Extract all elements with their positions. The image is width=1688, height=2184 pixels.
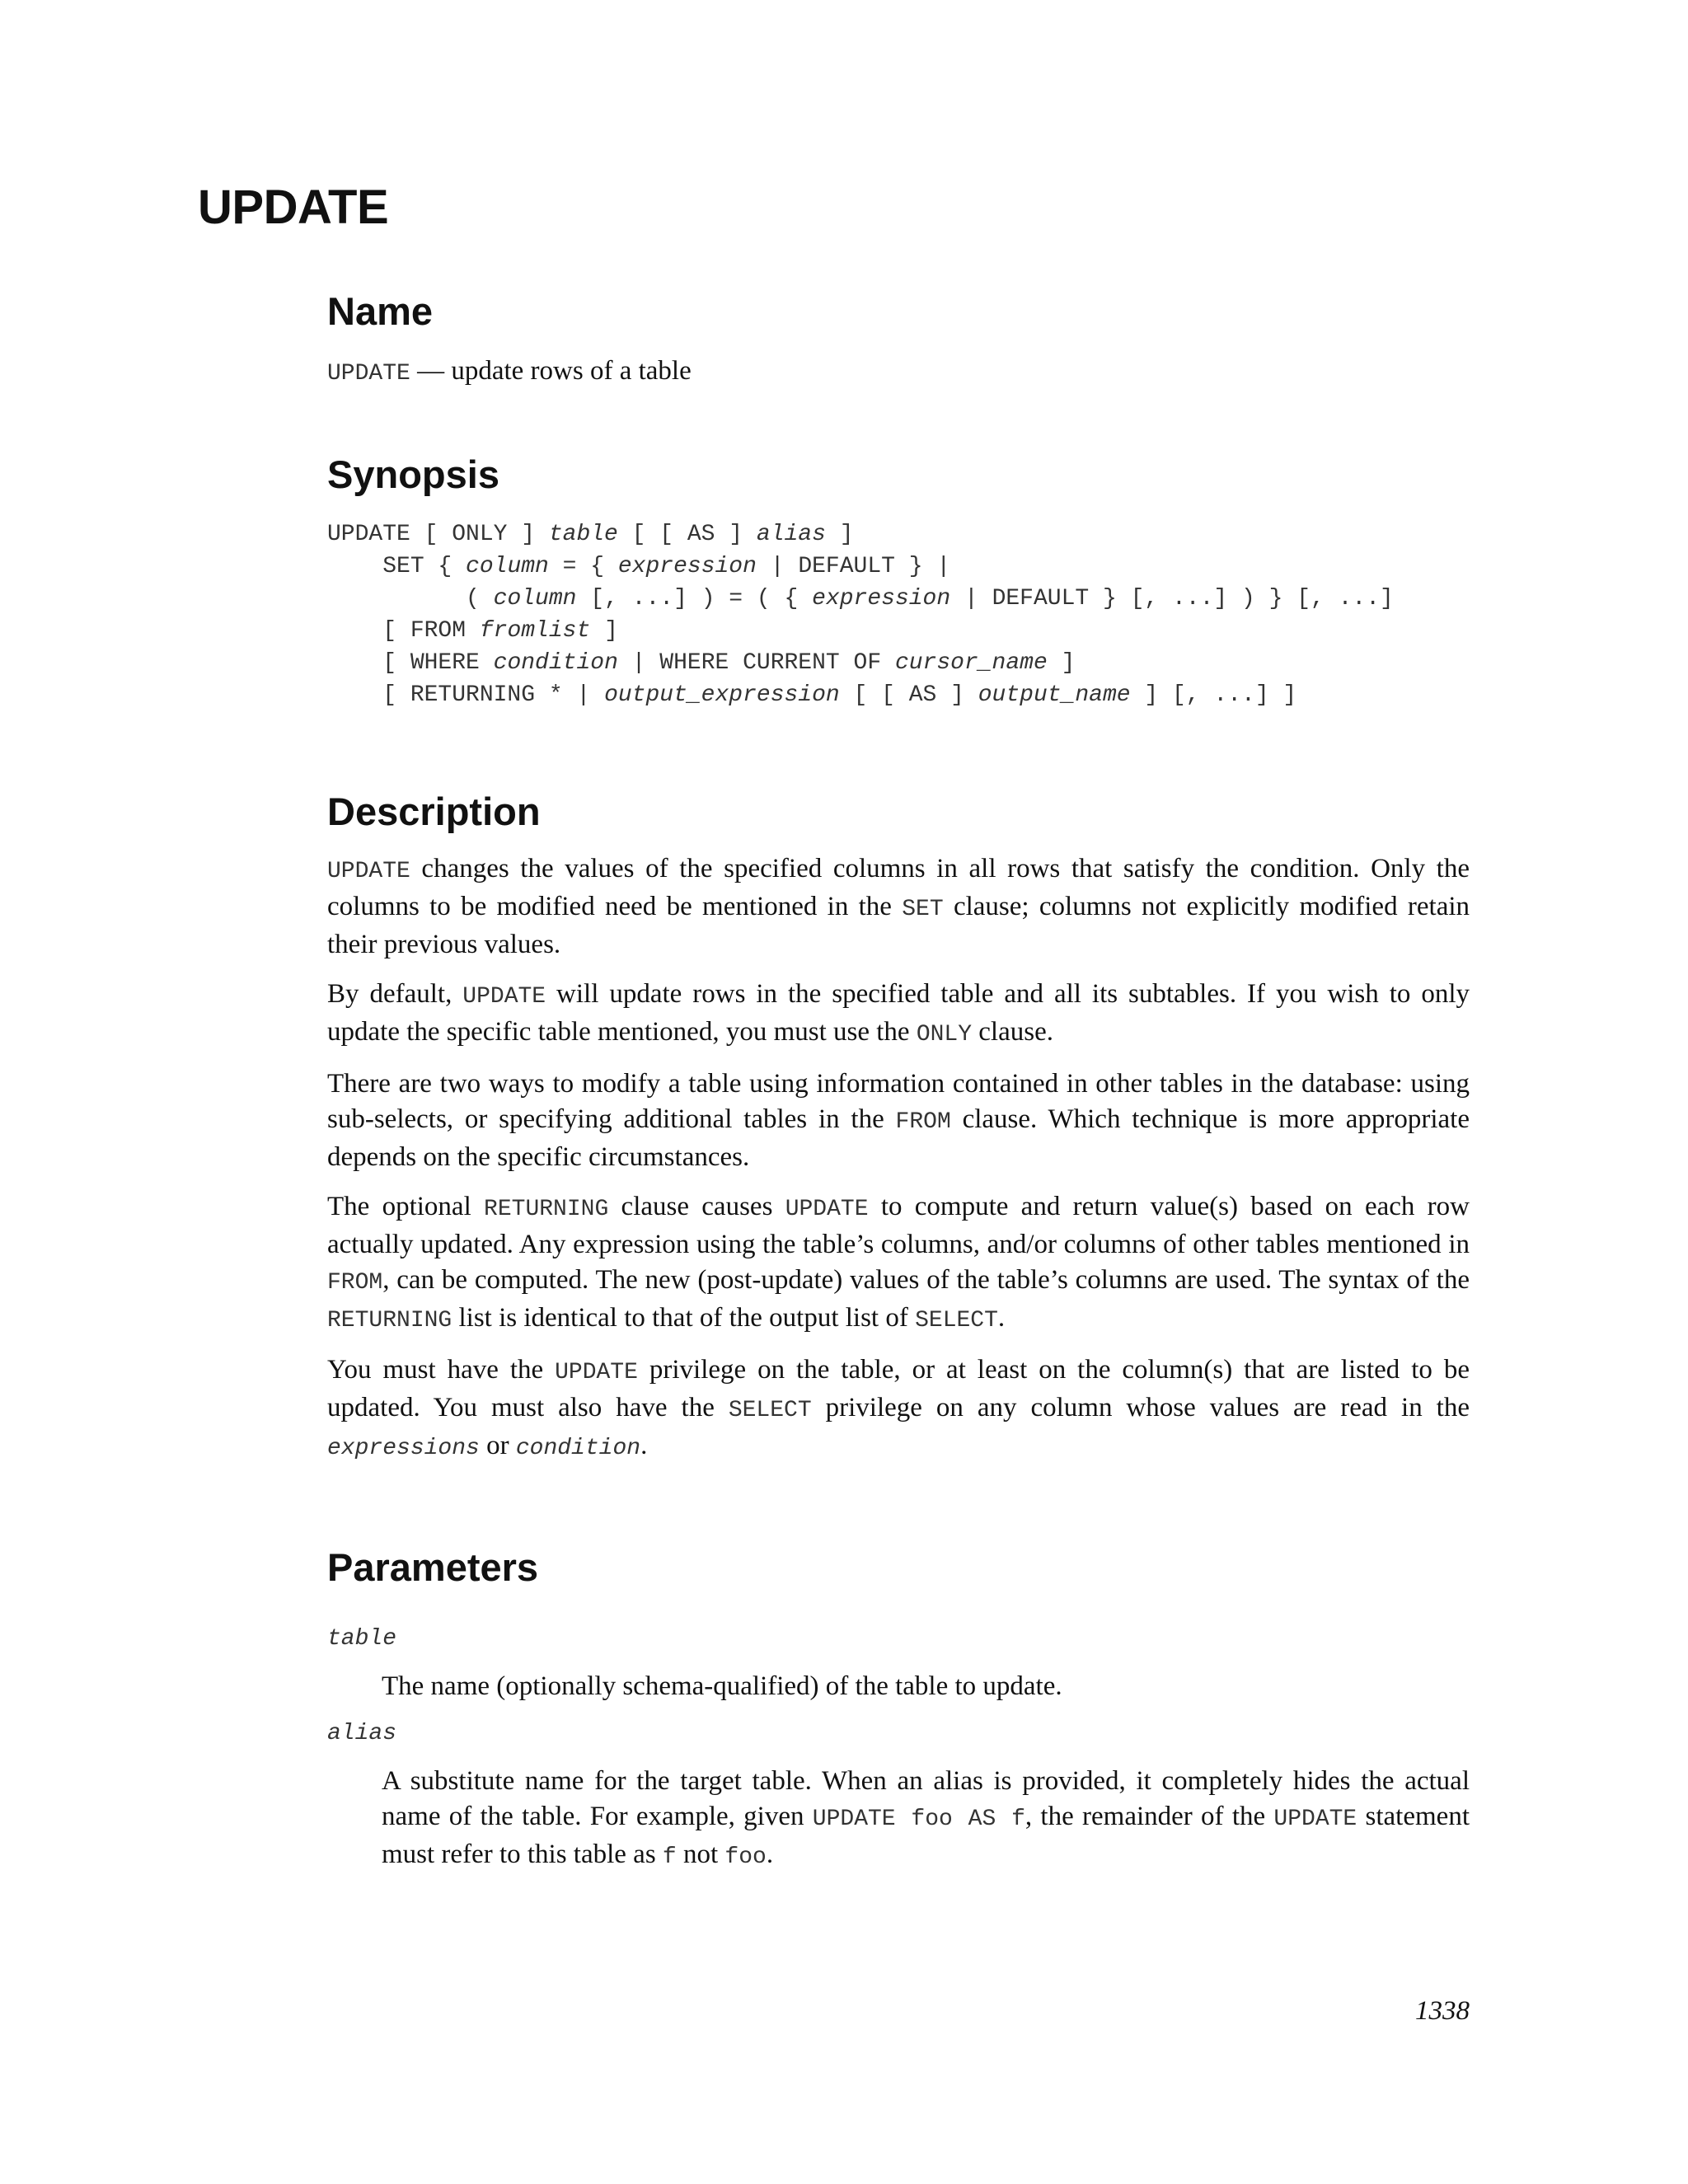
synopsis-line (327, 615, 1470, 647)
name-line (327, 353, 1470, 392)
text-run: The name (optionally schema-qualified) of the table to update. (382, 1671, 1062, 1701)
text-run: . (766, 1839, 774, 1869)
synopsis-line (327, 679, 1470, 711)
command-summary: update rows of a table (451, 356, 692, 387)
text-run: clause. Which technique is more appropriate depends on the specific circumstances. (327, 1104, 1470, 1173)
text-run: or (479, 1431, 516, 1461)
text-run: privilege on the table, or at least on the column(s) that are listed to be updated. You must also have the (327, 1355, 1470, 1423)
inline-code: f (662, 1844, 677, 1870)
synopsis-placeholder: column (466, 553, 549, 579)
synopsis-keyword-text: | DEFAULT } | (756, 553, 951, 579)
synopsis-keyword-text: UPDATE [ ONLY ] (327, 521, 549, 547)
inline-code: foo (724, 1844, 767, 1870)
synopsis-placeholder: cursor_name (894, 649, 1048, 676)
content (327, 288, 1470, 1888)
description-paragraph (327, 851, 1470, 963)
page-title: UPDATE (198, 180, 389, 234)
text-run: statement must refer to this table as (382, 1801, 1470, 1869)
synopsis-keyword-text: ] (590, 617, 618, 644)
inline-code: FROM (895, 1109, 951, 1136)
text-run: A substitute name for the target table. When an alias is provided, it completely hides the actual name of the table. For example, given (382, 1765, 1470, 1831)
synopsis-placeholder: expression (617, 553, 757, 579)
parameter-term: table (327, 1625, 397, 1652)
inline-code: UPDATE (785, 1197, 869, 1223)
text-run: changes the values of the specified columns in all rows that satisfy the condition. Only the columns to be modified need be mentioned in the (327, 854, 1470, 922)
text-run: will update rows in the specified table and all its subtables. If you wish to only update the specific table mentioned, you must use the (327, 979, 1470, 1047)
text-run: . (997, 1303, 1006, 1333)
parameter-definition (382, 1669, 1470, 1704)
text-run: , the remainder of the (1025, 1801, 1274, 1831)
inline-code: UPDATE (327, 859, 410, 885)
description-paragraph (327, 1189, 1470, 1338)
synopsis-keyword-text: [ RETURNING * | (327, 682, 605, 708)
inline-code: SELECT (728, 1398, 812, 1424)
synopsis-keyword-text: SET { (327, 553, 467, 579)
synopsis-keyword-text: ( (327, 585, 494, 612)
text-run: privilege on any column whose values are read in the (811, 1393, 1470, 1423)
synopsis-keyword-text: | WHERE CURRENT OF (617, 649, 895, 676)
inline-code: UPDATE (555, 1360, 638, 1386)
name-heading: Name (327, 289, 434, 333)
text-run: . (640, 1431, 648, 1461)
text-run: clause causes (608, 1192, 785, 1222)
inline-code: RETURNING (484, 1197, 609, 1223)
description-body (327, 851, 1470, 1466)
inline-code: UPDATE (1273, 1806, 1357, 1832)
synopsis-section (327, 452, 1470, 710)
description-paragraph (327, 1352, 1470, 1466)
synopsis-placeholder: output_expression (604, 682, 840, 708)
inline-code: UPDATE (462, 984, 546, 1010)
synopsis-code-block (327, 518, 1470, 711)
inline-code: RETURNING (327, 1308, 452, 1334)
synopsis-placeholder: fromlist (479, 617, 591, 644)
synopsis-keyword-text: ] (825, 521, 854, 547)
synopsis-placeholder: alias (756, 521, 826, 547)
inline-placeholder: expressions (327, 1436, 480, 1462)
inline-placeholder: condition (515, 1436, 641, 1462)
description-paragraph (327, 1066, 1470, 1175)
text-run: list is identical to that of the output list of (452, 1303, 916, 1333)
synopsis-keyword-text: [ WHERE (327, 649, 494, 676)
synopsis-keyword-text: = { (548, 553, 618, 579)
text-run: , can be computed. The new (post-update) values of the table’s columns are used. The syntax of the (382, 1265, 1470, 1296)
text-run: By default, (327, 979, 463, 1010)
synopsis-line (327, 583, 1470, 615)
text-run: The optional (327, 1192, 485, 1222)
description-paragraph (327, 977, 1470, 1052)
synopsis-line (327, 647, 1470, 679)
parameters-section (327, 1544, 1470, 1874)
text-run: to compute and return value(s) based on each row actually updated. Any expression using the table’s columns, and/or columns of other tables mentioned in (327, 1192, 1470, 1260)
command-name: UPDATE (327, 361, 410, 387)
parameter-definition (382, 1764, 1470, 1875)
text-run: There are two ways to modify a table using information contained in other tables in the database: using sub-selects, or specifying additional tables in the (327, 1069, 1470, 1135)
synopsis-placeholder: expression (812, 585, 951, 612)
synopsis-keyword-text: [ [ AS ] (839, 682, 978, 708)
synopsis-keyword-text: | DEFAULT } [, ...] ) } [, ...] (950, 585, 1394, 612)
inline-code: ONLY (916, 1022, 973, 1048)
parameter-term: alias (327, 1720, 397, 1746)
inline-code: SET (902, 897, 944, 923)
synopsis-keyword-text: ] (1047, 649, 1076, 676)
text-run: not (676, 1839, 725, 1869)
inline-code: UPDATE foo AS f (812, 1806, 1025, 1832)
description-section (327, 789, 1470, 1466)
text-run: clause; columns not explicitly modified retain their previous values. (327, 892, 1470, 960)
parameters-heading: Parameters (327, 1545, 539, 1590)
synopsis-line (327, 518, 1470, 551)
text-run: clause. (972, 1017, 1053, 1047)
name-separator: — (410, 356, 452, 387)
synopsis-placeholder: column (493, 585, 577, 612)
synopsis-line (327, 551, 1470, 583)
synopsis-placeholder: output_name (978, 682, 1131, 708)
parameters-list (327, 1623, 1470, 1875)
name-section (327, 288, 1470, 392)
synopsis-keyword-text: [ [ AS ] (617, 521, 757, 547)
synopsis-placeholder: condition (493, 649, 618, 676)
text-run: You must have the (327, 1355, 556, 1385)
synopsis-placeholder: table (548, 521, 618, 547)
synopsis-keyword-text: ] [, ...] ] (1130, 682, 1297, 708)
synopsis-keyword-text: [, ...] ) = ( { (576, 585, 813, 612)
inline-code: FROM (327, 1270, 383, 1296)
description-heading: Description (327, 789, 541, 833)
page-number: 1338 (1415, 1996, 1470, 2026)
inline-code: SELECT (915, 1308, 998, 1334)
synopsis-keyword-text: [ FROM (327, 617, 480, 644)
synopsis-heading: Synopsis (327, 452, 499, 497)
